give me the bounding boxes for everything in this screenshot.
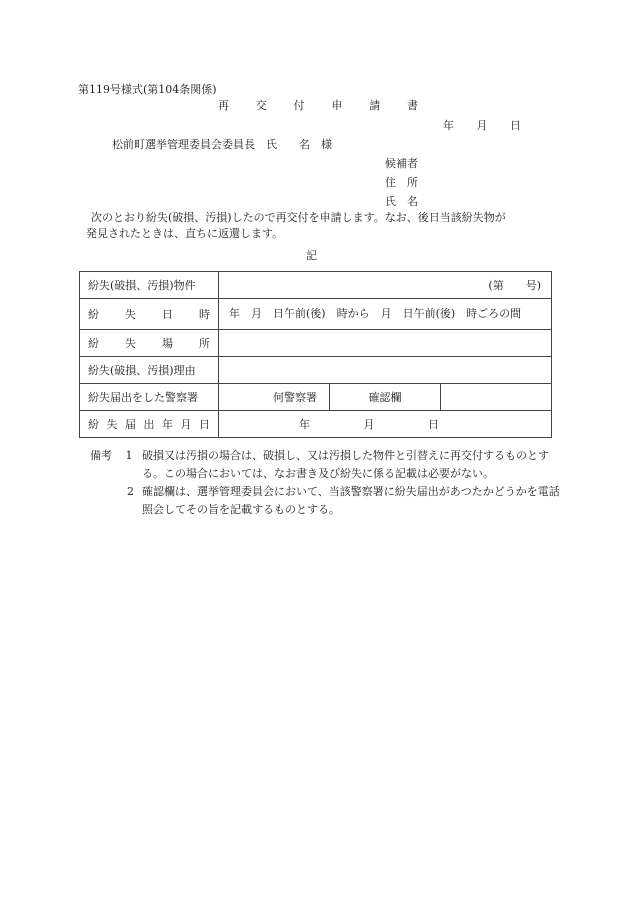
title-char: 再 <box>218 99 229 112</box>
label-char: 紛 <box>88 337 99 350</box>
lost-reason-field <box>219 357 552 384</box>
label-char: 失 <box>125 308 136 321</box>
label-char: 紛 <box>88 418 99 431</box>
report-date-field <box>219 411 552 438</box>
addressee: 松前町選挙管理委員会委員長 氏 名 様 <box>112 138 332 151</box>
date-year: 年 <box>299 418 310 431</box>
table-row-lost-place <box>80 330 552 357</box>
police-report-label: 紛失届出をした警察署 <box>80 384 219 411</box>
label-char: 失 <box>125 337 136 350</box>
title-char: 交 <box>255 99 267 112</box>
ki-heading: 記 <box>306 249 317 262</box>
confirmation-label: 確認欄 <box>330 384 441 411</box>
applicant-address-label: 住 所 <box>385 176 418 189</box>
confirmation-field <box>441 384 552 411</box>
label-char: 年 <box>162 418 173 431</box>
label-char: 時 <box>199 308 210 321</box>
date-year: 年 <box>443 119 454 132</box>
title-char: 付 <box>293 99 305 112</box>
table-row-lost-reason <box>80 357 552 384</box>
title-char: 申 <box>331 99 343 112</box>
lost-place-field <box>219 330 552 357</box>
table-row-lost-datetime <box>80 299 552 330</box>
applicant-name-label: 氏 名 <box>385 195 418 208</box>
table-row-lost-item <box>80 272 552 299</box>
label-char: 失 <box>106 418 118 431</box>
applicant-candidate-label: 候補者 <box>385 157 418 170</box>
label-char: 場 <box>162 337 173 350</box>
label-char: 紛 <box>88 308 99 321</box>
notes-label: 備考 <box>90 449 112 462</box>
title-char: 書 <box>406 99 418 112</box>
statement-line: 次のとおり紛失(破損、汚損)したので再交付を申請します。なお、後日当該紛失物が <box>80 211 506 224</box>
date-day: 日 <box>428 418 439 431</box>
lost-place-label <box>80 330 219 357</box>
note-item <box>90 447 560 483</box>
note-text: 破損又は汚損の場合は、破損し、又は汚損した物件と引替えに再交付するものとする。この場合においては、なお書き及び紛失に係る記載は必要がない。 <box>142 449 549 480</box>
note-item <box>90 483 560 519</box>
table-row-police <box>80 384 552 411</box>
application-table <box>79 271 552 438</box>
note-number: 2 <box>127 485 134 498</box>
police-station-field: 何警察署 <box>219 384 330 411</box>
date-day: 日 <box>510 119 521 132</box>
lost-reason-label: 紛失(破損、汚損)理由 <box>80 357 219 384</box>
title-char: 請 <box>369 99 381 112</box>
label-char: 所 <box>199 337 210 350</box>
lost-datetime-field: 年 月 日午前(後) 時から 月 日午前(後) 時ごろの間 <box>219 299 552 330</box>
note-number: 1 <box>125 449 133 462</box>
lost-item-label: 紛失(破損、汚損)物件 <box>80 272 219 299</box>
note-text: 確認欄は、選挙管理委員会において、当該警察署に紛失届出があつたかどうかを電話照会してその旨を記載するものとする。 <box>142 485 560 516</box>
lost-datetime-label <box>80 299 219 330</box>
document-title <box>218 99 418 113</box>
statement-line: 発見されたときは、直ちに返還します。 <box>86 227 284 240</box>
table-row-report-date <box>80 411 552 438</box>
label-char: 日 <box>162 308 173 321</box>
lost-item-field: (第 号) <box>219 272 552 299</box>
application-date <box>443 119 521 133</box>
date-month: 月 <box>476 119 488 132</box>
label-char: 日 <box>199 418 210 431</box>
label-char: 届 <box>125 418 136 431</box>
label-char: 出 <box>143 418 155 431</box>
report-date-label <box>80 411 219 438</box>
form-number: 第119号様式(第104条関係) <box>78 83 217 96</box>
date-month: 月 <box>363 418 375 431</box>
label-char: 月 <box>180 418 192 431</box>
notes-section <box>90 447 560 519</box>
request-statement <box>80 210 555 242</box>
